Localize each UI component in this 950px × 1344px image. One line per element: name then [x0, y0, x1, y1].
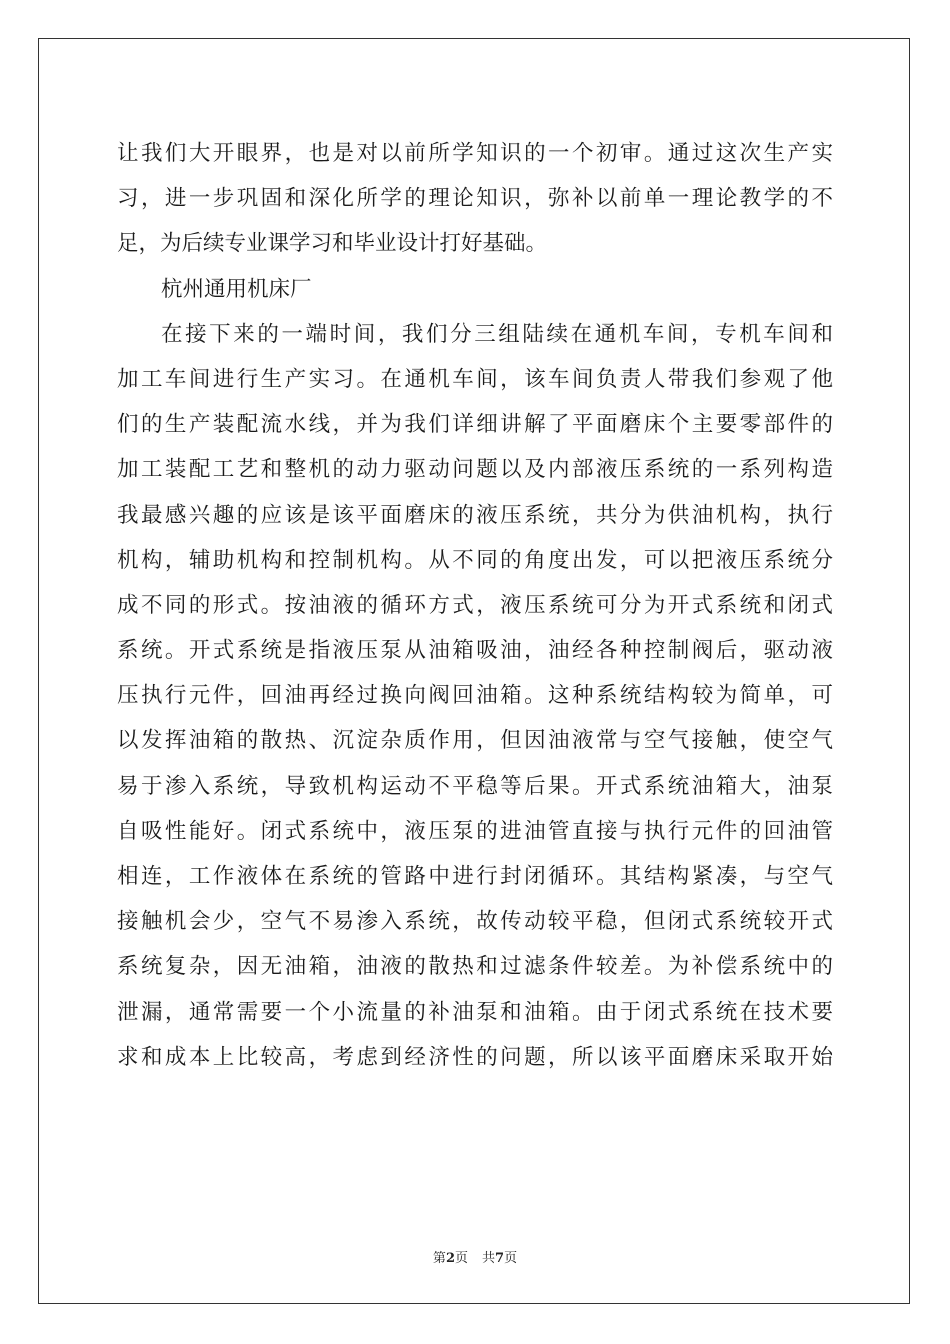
- text-line: 以发挥油箱的散热、沉淀杂质作用，但因油液常与空气接触，使空气: [117, 728, 833, 754]
- text-line: 们的生产装配流水线，并为我们详细讲解了平面磨床个主要零部件的: [117, 412, 833, 438]
- text-line: 压执行元件，回油再经过换向阀回油箱。这种系统结构较为简单，可: [117, 683, 833, 709]
- text-line: 在接下来的一端时间，我们分三组陆续在通机车间，专机车间和: [161, 321, 833, 347]
- page-footer: [0, 1247, 950, 1266]
- text-line: 相连，工作液体在系统的管路中进行封闭循环。其结构紧凑，与空气: [117, 864, 833, 889]
- page-suffix: 页: [454, 1251, 468, 1266]
- text-line: 系统复杂，因无油箱，油液的散热和过滤条件较差。为补偿系统中的: [117, 954, 833, 980]
- text-line: 求和成本上比较高，考虑到经济性的问题，所以该平面磨床采取开始: [117, 1044, 833, 1070]
- paragraph-1: [117, 131, 833, 267]
- text-line: 让我们大开眼界，也是对以前所学知识的一个初审。通过这次生产实: [117, 141, 833, 166]
- text-line: 加工车间进行生产实习。在通机车间，该车间负责人带我们参观了他: [117, 366, 833, 392]
- page-number: 2: [445, 1251, 455, 1266]
- paragraph-2: [117, 312, 833, 1080]
- text-line: 成不同的形式。按油液的循环方式，液压系统可分为开式系统和闭式: [117, 592, 833, 618]
- text-line: 机构，辅助机构和控制机构。从不同的角度出发，可以把液压系统分: [117, 547, 833, 573]
- text-line: 自吸性能好。闭式系统中，液压泵的进油管直接与执行元件的回油管: [117, 818, 833, 844]
- text-line: 习，进一步巩固和深化所学的理论知识，弥补以前单一理论教学的不: [117, 186, 833, 212]
- total-prefix: 共: [482, 1251, 496, 1266]
- text-line: 泄漏，通常需要一个小流量的补油泵和油箱。由于闭式系统在技术要: [117, 999, 833, 1025]
- document-body: [117, 131, 833, 1080]
- text-line: 我最感兴趣的应该是该平面磨床的液压系统，共分为供油机构，执行: [117, 502, 833, 528]
- page-prefix: 第: [432, 1251, 446, 1266]
- text-line: 足，为后续专业课学习和毕业设计打好基础。: [117, 231, 548, 257]
- text-line: 易于渗入系统，导致机构运动不平稳等后果。开式系统油箱大，油泵: [117, 773, 833, 799]
- text-line: 加工装配工艺和整机的动力驱动问题以及内部液压系统的一系列构造: [117, 457, 833, 483]
- total-suffix: 页: [504, 1251, 518, 1266]
- text-line: 接触机会少，空气不易渗入系统，故传动较平稳，但闭式系统较开式: [117, 909, 833, 935]
- text-line: 系统。开式系统是指液压泵从油箱吸油，油经各种控制阀后，驱动液: [117, 638, 833, 664]
- section-heading: 杭州通用机床厂: [161, 276, 312, 302]
- total-pages: 7: [495, 1251, 505, 1266]
